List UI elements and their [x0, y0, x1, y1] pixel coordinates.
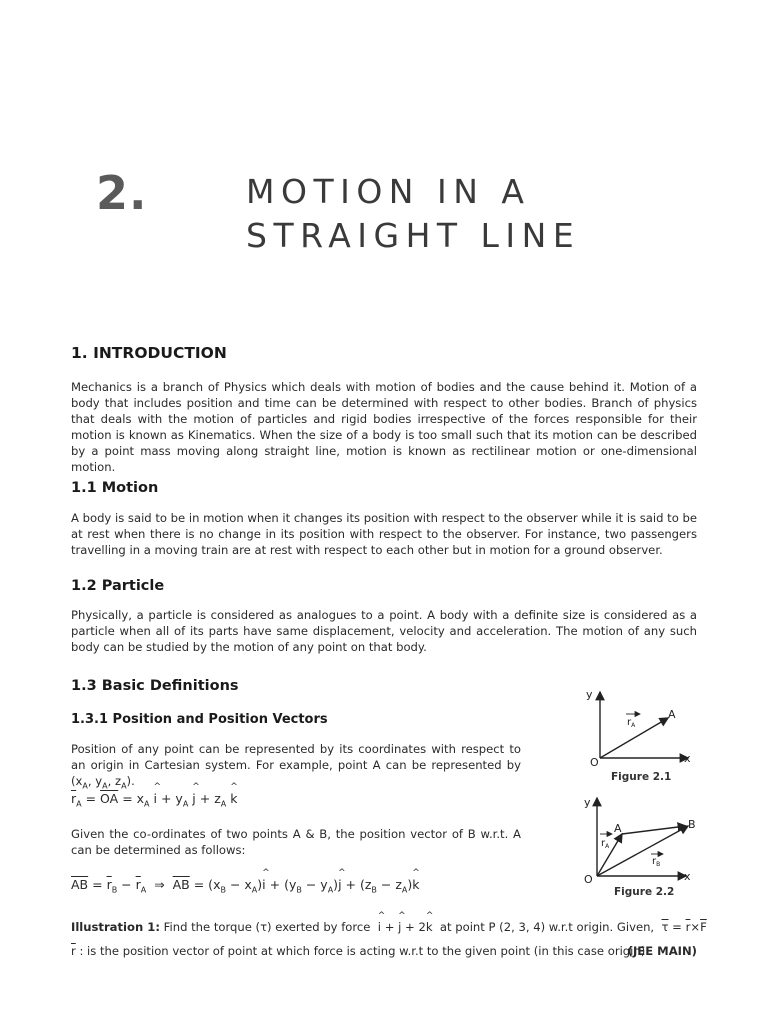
position-paragraph: Position of any point can be represented by its coordinates with respect to an origin in Cartesian system. For example, point A can be represented by ($x_A$, $y_A$, $z_A$).: [71, 742, 521, 791]
figure-2-2-caption: Figure 2.2: [614, 886, 675, 898]
position-text-tail: ).: [126, 774, 135, 788]
section-heading-particle: 1.2 Particle: [71, 578, 165, 594]
chapter-title-line2: STRAIGHT LINE: [246, 216, 581, 255]
fig1-x-label: x: [684, 752, 691, 765]
illustration-text-2: at point P (2, 3, 4) w.r.t origin. Given,: [439, 920, 655, 934]
fig2-x-label: x: [684, 870, 691, 883]
fig2-vector-b: [597, 826, 688, 876]
chapter-title: [246, 170, 580, 258]
figure-2-2: [560, 792, 710, 887]
subsection-heading-position: 1.3.1 Position and Position Vectors: [71, 712, 328, 727]
section-heading-basic-definitions: 1.3 Basic Definitions: [71, 678, 239, 694]
position-paragraph-2: Given the co-ordinates of two points A & B, the position vector of B w.r.t. A can be determined as follows:: [71, 827, 521, 857]
relative-position-equation: $\overline{AB} = \overline{r}_B - \overline{r}_A$ ⇒ $\overline{AB} = (x_B$ − $x_A)\^{}$ $i + (y_B$ − $y_A)\^{}$ $j + (z_B$ − $z_A)\^{}$ k: [71, 877, 420, 895]
fig2-point-b-label: B: [688, 818, 696, 831]
chapter-number: 2.: [96, 166, 148, 220]
motion-paragraph: A body is said to be in motion when it changes its position with respect to the observer while it is said to be at rest when there is no change in its position with respect to the observer. For instance, two passengers travelling in a moving train are at rest with respect to each other but in motion for a ground observer.: [71, 511, 697, 557]
section-heading-introduction: 1. INTRODUCTION: [71, 344, 227, 362]
illustration-1-line2: $\overline{r}$ : is the position vector of point at which force is acting w.r.t to the given point (in this case origin) (JEE MAIN): [71, 944, 697, 958]
position-text: Position of any point can be represented by its coordinates with respect to an origin in Cartesian system. For example, point A can be represented by (x: [71, 742, 521, 788]
figure-2-1-caption: Figure 2.1: [611, 771, 672, 783]
fig2-origin-label: O: [584, 873, 593, 886]
position-vector-equation: $\overline{r}_A = \overline{OA} = x_A$ ^ $i + y_A$ ^ $j + z_A$ ^ k: [71, 791, 237, 809]
jee-main-tag: (JEE MAIN): [627, 944, 697, 958]
fig2-ra-label: $r_A$: [601, 838, 610, 850]
fig2-y-label: y: [584, 796, 591, 809]
illustration-label: Illustration 1:: [71, 920, 160, 934]
chapter-title-line1: MOTION IN A: [246, 172, 531, 211]
section-heading-motion: 1.1 Motion: [71, 480, 159, 496]
fig2-point-a-label: A: [614, 822, 622, 835]
illustration-1: Illustration 1: Find the torque (τ) exerted by force ^ i + ^ j + 2^ k at point P (2, 3, 4) w.r.t origin. Given, $\overline{\tau} = \overline{r}\times\overline{F}$: [71, 920, 707, 934]
fig2-rb-label: $r_B$: [652, 856, 661, 868]
particle-paragraph: Physically, a particle is considered as analogues to a point. A body with a definite size is considered as a particle when all of its parts have same displacement, velocity and acceleration. The motion of any such body can be studied by the motion of any point on that body.: [71, 608, 697, 654]
intro-paragraph: Mechanics is a branch of Physics which deals with motion of bodies and the cause behind it. Motion of a body that includes position and time can be determined with respect to other bodies. Branch of physics that deals with the motion of particles and rigid bodies irrespective of the forces responsible for their motion is known as Kinematics. When the size of a body is too small such that its motion can be described by a point mass moving along straight line, motion is known as rectilinear motion or one-dimensional motion.: [71, 380, 697, 474]
illustration-text: Find the torque (τ) exerted by force: [163, 920, 371, 934]
fig1-r-label: $r_A$: [627, 717, 636, 729]
illustration-line2-text: : is the position vector of point at which force is acting w.r.t to the given point (in this case origin): [79, 944, 646, 958]
fig1-origin-label: O: [590, 756, 599, 769]
fig1-y-label: y: [586, 688, 593, 701]
fig1-point-a-label: A: [668, 708, 676, 721]
